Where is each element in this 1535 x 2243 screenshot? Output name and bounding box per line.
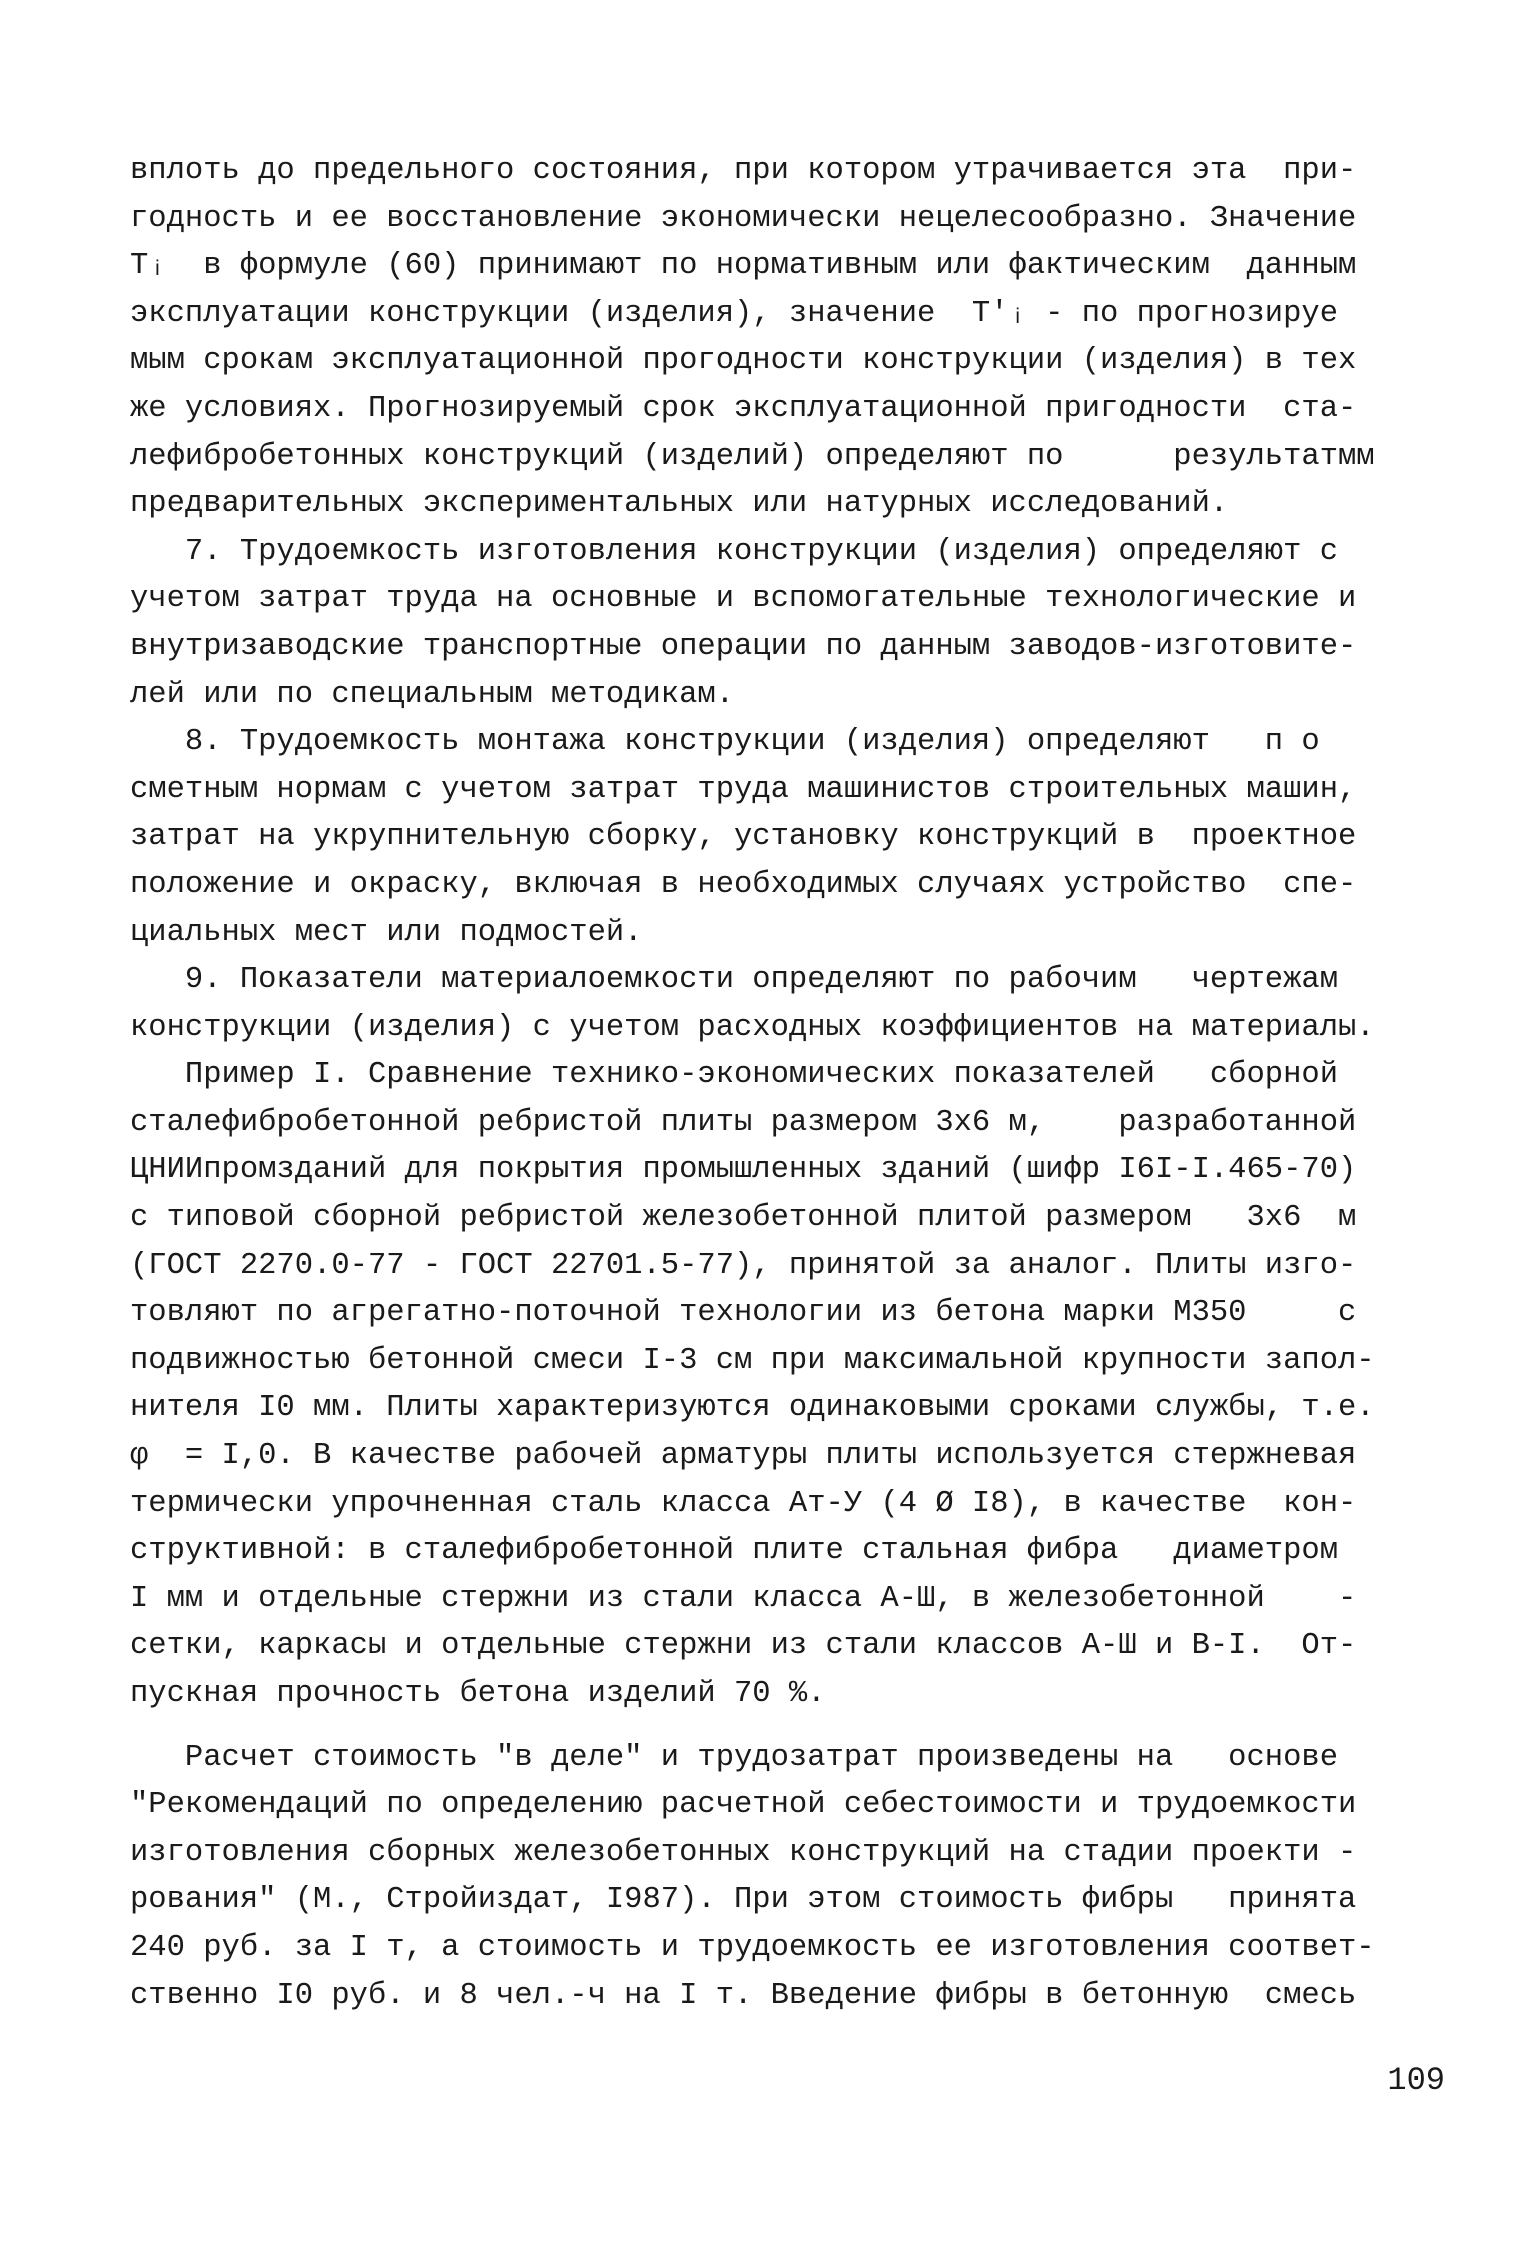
text-line: внутризаводские транспортные операции по данным заводов-изготовите- <box>130 629 1357 664</box>
text-line: ЦНИИпромзданий для покрытия промышленных зданий (шифр I6I-I.465-70) <box>130 1153 1357 1188</box>
text-line: изготовления сборных железобетонных конструкций на стадии проекти - <box>130 1835 1357 1870</box>
text-line: термически упрочненная сталь класса Ат-У (4 Ø I8), в качестве кон- <box>130 1486 1357 1521</box>
text-line: конструкции (изделия) с учетом расходных коэффициентов на материалы. <box>130 1010 1375 1045</box>
text-line: (ГОСТ 2270.0-77 - ГОСТ 22701.5-77), принятой за аналог. Плиты изго- <box>130 1248 1357 1283</box>
text-line: лефибробетонных конструкций (изделий) определяют по результатмм <box>130 439 1375 474</box>
text-line: с типовой сборной ребристой железобетонной плитой размером 3х6 м <box>130 1201 1357 1236</box>
text-line: мым срокам эксплуатационной прогодности конструкции (изделия) в тех <box>130 344 1357 379</box>
text-line: рования" (М., Стройиздат, I987). При этом стоимость фибры принята <box>130 1883 1357 1918</box>
text-line: сетки, каркасы и отдельные стержни из стали классов А-Ш и В-I. От- <box>130 1629 1357 1664</box>
text-line: учетом затрат труда на основные и вспомогательные технологические и <box>130 582 1357 617</box>
page-body <box>130 148 1430 2020</box>
text-line: товляют по агрегатно-поточной технологии из бетона марки М350 с <box>130 1296 1357 1331</box>
text-line: положение и окраску, включая в необходимых случаях устройство спе- <box>130 867 1357 902</box>
text-line: Пример I. Сравнение технико-экономических показателей сборной <box>130 1058 1338 1093</box>
text-line: вплоть до предельного состояния, при котором утрачивается эта при- <box>130 154 1357 188</box>
text-line: Tᵢ в формуле (60) принимают по нормативным или фактическим данным <box>130 249 1357 284</box>
text-line: I мм и отдельные стержни из стали класса А-Ш, в железобетонной - <box>130 1581 1357 1616</box>
text-line: лей или по специальным методикам. <box>130 677 734 712</box>
text-line: затрат на укрупнительную сборку, установку конструкций в проектное <box>130 820 1357 855</box>
text-line: же условиях. Прогнозируемый срок эксплуатационной пригодности ста- <box>130 391 1357 426</box>
page-number: 109 <box>1387 2062 1445 2099</box>
text-line: циальных мест или подмостей. <box>130 915 643 950</box>
text-line: 9. Показатели материалоемкости определяют по рабочим чертежам <box>130 963 1338 998</box>
text-line: годность и ее восстановление экономически нецелесообразно. Значение <box>130 201 1357 236</box>
text-line: ственно I0 руб. и 8 чел.-ч на I т. Введение фибры в бетонную смесь <box>130 1978 1357 2013</box>
paragraph-cost-calculation <box>130 1735 1430 2021</box>
text-line: эксплуатации конструкции (изделия), значение T′ᵢ - по прогнозируе <box>130 296 1338 331</box>
paragraph-spacer <box>130 1719 1430 1735</box>
text-line: Расчет стоимость "в деле" и трудозатрат произведены на основе <box>130 1740 1338 1775</box>
text-line: 8. Трудоемкость монтажа конструкции (изделия) определяют п о <box>130 725 1320 760</box>
paragraph-item-7 <box>130 529 1430 719</box>
text-line: сметным нормам с учетом затрат труда машинистов строительных машин, <box>130 772 1357 807</box>
paragraph-item-9 <box>130 957 1430 1052</box>
paragraph-continuation <box>130 148 1430 529</box>
paragraph-item-8 <box>130 719 1430 957</box>
text-line: структивной: в сталефибробетонной плите стальная фибра диаметром <box>130 1534 1338 1569</box>
text-line: пускная прочность бетона изделий 70 %. <box>130 1677 826 1711</box>
text-line: нителя I0 мм. Плиты характеризуются одинаковыми сроками службы, т.е. <box>130 1391 1375 1426</box>
text-line: 7. Трудоемкость изготовления конструкции (изделия) определяют с <box>130 534 1338 569</box>
paragraph-example-1 <box>130 1052 1430 1718</box>
text-line: φ = I,0. В качестве рабочей арматуры плиты используется стержневая <box>130 1439 1357 1474</box>
text-line: 240 руб. за I т, а стоимость и трудоемкость ее изготовления соответ- <box>130 1930 1375 1965</box>
text-line: сталефибробетонной ребристой плиты размером 3х6 м, разработанной <box>130 1105 1357 1140</box>
text-line: подвижностью бетонной смеси I-3 см при максимальной крупности запол- <box>130 1343 1375 1378</box>
text-line: предварительных экспериментальных или натурных исследований. <box>130 487 1229 522</box>
text-line: "Рекомендаций по определению расчетной себестоимости и трудоемкости <box>130 1788 1357 1823</box>
